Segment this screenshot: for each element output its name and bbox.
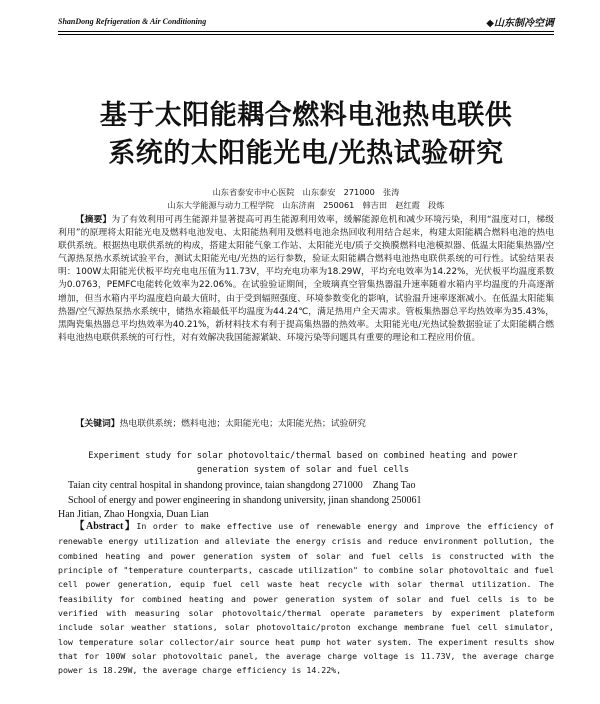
author-line-1: 山东省泰安市中心医院 山东泰安 271000 张涛	[212, 187, 400, 197]
journal-name-en: ShanDong Refrigeration & Air Conditioning	[58, 16, 207, 26]
header-rule	[58, 31, 554, 32]
keywords-cn	[58, 418, 554, 431]
running-header	[58, 12, 554, 30]
title-en-line-1: Experiment study for solar photovoltaic/thermal based on combined heating and power	[88, 451, 518, 461]
abstract-cn	[58, 214, 554, 345]
affiliation-en-2: School of energy and power engineering in shandong university, jinan shandong 250061	[68, 494, 422, 506]
author-line-2: 山东大学能源与动力工程学院 山东济南 250061 韩吉田 赵红霞 段炼	[167, 200, 445, 210]
abstract-en-text: In order to make effective use of renewable energy and improve the efficiency of renewable energy utilization and alleviate the energy crisis and reduce environment pollution, the combined heating and power generation system of solar and fuel cells is constructed with the principle of "temperature counterparts, cascade utilization" to combine solar photovoltaic and fuel cell power generation, equip fuel cell waste heat recycle with solar thermal utilization. The feasibility for combined heating and power generation system of solar and fuel cells is to be verified with measuring solar photovoltaic/thermal operate parameters by experiment plateform include solar weather stations, solar photovoltaic/proton exchange membrane fuel cell simulator, low temperature solar collector/air source heat pump hot water system. The experiment results show that for 100W solar photovoltaic panel, the average charge voltage is 11.73V, the average charge power is 18.29W, the average charge efficiency is 14.22%,	[58, 521, 554, 676]
abstract-cn-text: 为了有效利用可再生能源并显著提高可再生能源利用效率，缓解能源危机和减少环境污染，利用“温度对口，梯级利用”的原理将太阳能光电及燃料电池发电、太阳能热利用及燃料电池余热回收利用结合起来，构建太阳能耦合燃料电池的热电联供系统。根据热电联供系统的构成，搭建太阳能气象工作站、太阳能光电/质子交换膜燃料电池模拟器、低温太阳能集热器/空气源热泵热水系统试验平台，测试太阳能光电/光热的运行参数，验证太阳能耦合燃料电池热电联供系统的可行性。试验结果表明：100W太阳能光伏板平均充电电压值为11.73V，平均充电功率为18.29W，平均充电效率为14.22%，光伏板平均温度系数为0.0763，PEMFC电能转化效率为22.06%。在试验验证期间，全玻璃真空管集热器温升速率随着水箱内平均温度的升高逐渐增加，但当水箱内平均温度趋向最大值时，由于受到辐照强度、环境参数变化的影响，试验温升速率逐渐减小。在低温太阳能集热器/空气源热泵热水系统中，储热水箱最低平均温度为44.24℃，满足热用户全天需求。管板集热器总平均热效率为35.43%，黑陶瓷集热器总平均热效率为40.21%，新材料技术有利于提高集热器的热效率。太阳能光电/光热试验数据验证了太阳能耦合燃料电池热电联供系统的可行性，对有效解决我国能源紧缺、环境污染等问题具有重要的理论和工程应用价值。	[58, 215, 554, 343]
keywords-cn-text: 热电联供系统；燃料电池；太阳能光电；太阳能光热；试验研究	[119, 419, 366, 429]
paper-title-en	[68, 449, 538, 477]
title-line-2: 系统的太阳能光电/光热试验研究	[108, 138, 504, 169]
abstract-en-label: 【Abstract】	[74, 521, 137, 532]
abstract-cn-label: 【摘要】	[75, 215, 112, 225]
keywords-cn-label: 【关键词】	[75, 419, 120, 429]
title-line-1: 基于太阳能耦合燃料电池热电联供	[99, 100, 513, 131]
author-names-en: Han Jitian, Zhao Hongxia, Duan Lian	[58, 509, 209, 520]
affiliation-en-1: Taian city central hospital in shandong province, taian shangdong 271000 Zhang Tao	[68, 480, 416, 491]
authors-cn	[58, 186, 554, 212]
journal-name-cn: ◆山东制冷空调	[486, 17, 554, 29]
paper-title	[58, 97, 554, 173]
authors-en	[58, 479, 554, 523]
abstract-en	[58, 519, 554, 678]
title-en-line-2: generation system of solar and fuel cells	[196, 465, 410, 475]
header-rule-thin	[58, 34, 554, 35]
